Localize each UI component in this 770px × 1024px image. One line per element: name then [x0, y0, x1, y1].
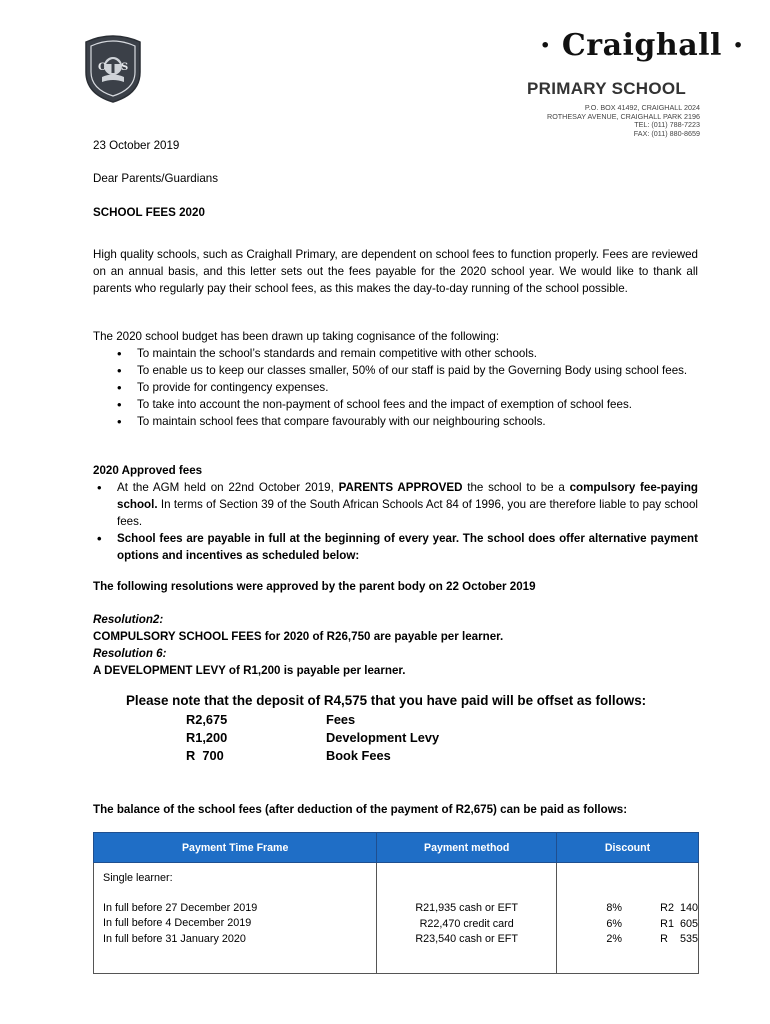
school-address	[520, 104, 700, 138]
deposit-amount: R1,200	[186, 730, 228, 745]
deposit-label: Book Fees	[326, 748, 391, 763]
discount-cell	[556, 863, 698, 974]
letter-salutation: Dear Parents/Guardians	[93, 172, 219, 185]
address-line: P.O. BOX 41492, CRAIGHALL 2024	[584, 103, 700, 112]
payment-table	[93, 832, 699, 974]
svg-text:S: S	[121, 62, 129, 73]
timeframe: In full before 27 December 2019	[103, 901, 258, 914]
address-line: TEL: (011) 788-7223	[634, 120, 700, 130]
timeframe: In full before 4 December 2019	[103, 917, 252, 929]
group-label: Single learner:	[103, 872, 173, 884]
balance-intro: The balance of the school fees (after deduction of the payment of R2,675) can be paid as follows:	[93, 803, 628, 816]
list-item: • To take into account the non-payment of school fees and the impact of exemption of school fees.	[113, 396, 698, 413]
school-subtitle: PRIMARY SCHOOL	[527, 79, 687, 98]
column-header: Payment method	[377, 833, 557, 863]
resolution-6-label: Resolution 6:	[93, 647, 167, 660]
deposit-amount: R2,675	[186, 712, 228, 727]
deposit-label: Fees	[326, 712, 356, 727]
resolution-2-label: Resolution2:	[93, 613, 164, 626]
list-item: • To enable us to keep our classes smaller, 50% of our staff is paid by the Governing Body using school fees.	[113, 362, 698, 379]
intro-paragraph: High quality schools, such as Craighall Primary, are dependent on school fees to function properly. Fees are reviewed on an annual basis, and this letter sets out the fees payable for the 2020 school year. We would like to thank all parents who regularly pay their school fees, as this makes the day-to-day running of the school possible.	[93, 248, 698, 295]
address-line: FAX: (011) 880-8659	[633, 128, 700, 138]
address-line: ROTHESAY AVENUE, CRAIGHALL PARK 2196	[547, 111, 700, 121]
school-name: · Craighall ·	[540, 28, 744, 63]
discount-row	[557, 932, 698, 948]
resolutions-intro: The following resolutions were approved by the parent body on 22 October 2019	[93, 580, 536, 593]
resolution-6-text: A DEVELOPMENT LEVY of R1,200 is payable per learner.	[93, 664, 406, 677]
discount-row	[557, 901, 698, 917]
list-item: • To maintain school fees that compare favourably with our neighbouring schools.	[113, 413, 698, 430]
deposit-amount: R 700	[186, 748, 224, 763]
discount-amount: R2 140	[660, 902, 698, 914]
svg-text:C: C	[98, 62, 106, 73]
discount-row	[557, 917, 698, 933]
method-cell	[377, 863, 557, 974]
deposit-title: Please note that the deposit of R4,575 that you have paid will be offset as follows:	[126, 693, 647, 708]
discount-amount: R 535	[660, 933, 698, 945]
column-header: Discount	[556, 833, 698, 863]
resolutions-block	[93, 611, 503, 679]
table-header-row	[94, 833, 699, 863]
approved-section	[93, 479, 698, 564]
school-crest-logo	[84, 32, 142, 104]
letter-date: 23 October 2019	[93, 139, 180, 152]
approved-list	[93, 479, 698, 564]
list-item: • At the AGM held on 22nd October 2019, PARENTS APPROVED the school to be a compulsory fee-paying school. In terms of Section 39 of the South African Schools Act 84 of 1996, you are therefore liable to pay school fees.	[93, 479, 698, 530]
list-item: • School fees are payable in full at the beginning of every year. The school does offer alternative payment options and incentives as scheduled below:	[93, 530, 698, 564]
payment-method: R23,540 cash or EFT	[415, 933, 518, 945]
discount-percent: 8%	[606, 902, 622, 914]
resolution-2-text: COMPULSORY SCHOOL FEES for 2020 of R26,750 are payable per learner.	[93, 630, 504, 643]
timeframe: In full before 31 January 2020	[103, 932, 246, 945]
discount-amount: R1 605	[660, 917, 698, 930]
table-row	[94, 863, 699, 974]
budget-list	[113, 345, 698, 430]
list-item: • To provide for contingency expenses.	[113, 379, 698, 396]
budget-section	[93, 328, 698, 430]
approved-heading: 2020 Approved fees	[93, 464, 203, 477]
list-item: • To maintain the school’s standards and remain competitive with other schools.	[113, 345, 698, 362]
letter-subject: SCHOOL FEES 2020	[93, 206, 205, 219]
payment-method: R22,470 credit card	[419, 917, 514, 930]
column-header: Payment Time Frame	[94, 833, 377, 863]
discount-percent: 6%	[606, 917, 622, 930]
timeframe-cell	[94, 863, 377, 974]
budget-intro: The 2020 school budget has been drawn up taking cognisance of the following:	[93, 330, 500, 343]
payment-method: R21,935 cash or EFT	[415, 902, 518, 914]
discount-percent: 2%	[606, 933, 622, 945]
deposit-label: Development Levy	[326, 730, 440, 745]
